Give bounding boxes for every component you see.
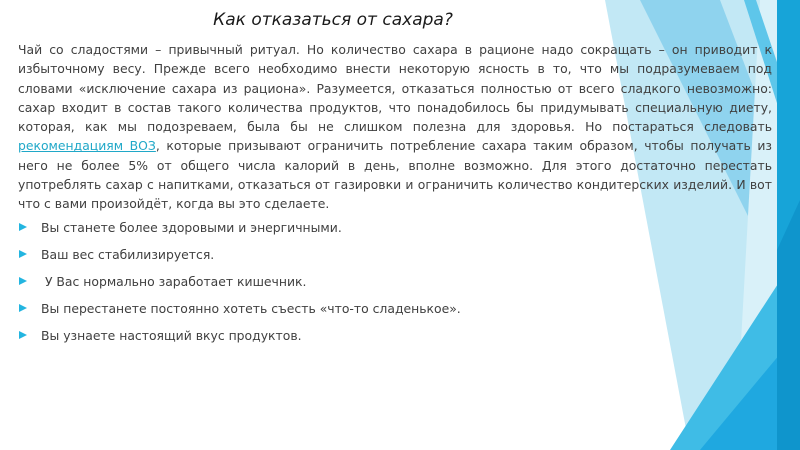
slide-body — [18, 40, 772, 353]
list-item-text: Ваш вес стабилизируется. — [41, 246, 215, 262]
triangle-bullet-icon — [19, 304, 27, 312]
main-paragraph — [18, 40, 772, 214]
triangle-bullet-icon — [19, 277, 27, 285]
list-item — [18, 245, 772, 272]
list-item — [18, 299, 772, 326]
list-item — [18, 326, 772, 353]
list-item-text: У Вас нормально заработает кишечник. — [41, 273, 307, 289]
list-item — [18, 272, 772, 299]
slide-title: Как отказаться от сахара? — [213, 10, 453, 30]
who-recommendations-link[interactable]: рекомендациям ВОЗ — [18, 138, 156, 154]
list-item-text: Вы станете более здоровыми и энергичными. — [41, 219, 342, 235]
triangle-bullet-icon — [19, 223, 27, 231]
triangle-bullet-icon — [19, 250, 27, 258]
list-item-text: Вы перестанете постоянно хотеть съесть «что-то сладенькое». — [41, 300, 461, 316]
list-item — [18, 218, 772, 245]
benefits-list — [18, 218, 772, 353]
list-item-text: Вы узнаете настоящий вкус продуктов. — [41, 327, 302, 343]
paragraph-text-before-link: Чай со сладостями – привычный ритуал. Но количество сахара в рационе надо сокращать – он приводит к избыточному весу. Прежде всего необходимо внести некоторую ясность в то, что мы подразумеваем под словами «исключение сахара из рациона». Разумеется, отказаться полностью от всего сладкого невозможно: сахар входит в состав такого количества продуктов, что понадобилось бы придумывать специальную диету, которая, как мы подозреваем, была бы не слишком полезна для здоровья. Но постараться следовать — [18, 42, 772, 135]
paragraph-text-after-link: , которые призывают ограничить потребление сахара таким образом, чтобы получать из него не более 5% от общего числа калорий в день, вполне возможно. Для этого достаточно перестать употреблять сахар с напитками, отказаться от газировки и ограничить количество кондитерских изделий. И вот что с вами произойдёт, когда вы это сделаете. — [18, 138, 772, 212]
triangle-bullet-icon — [19, 331, 27, 339]
